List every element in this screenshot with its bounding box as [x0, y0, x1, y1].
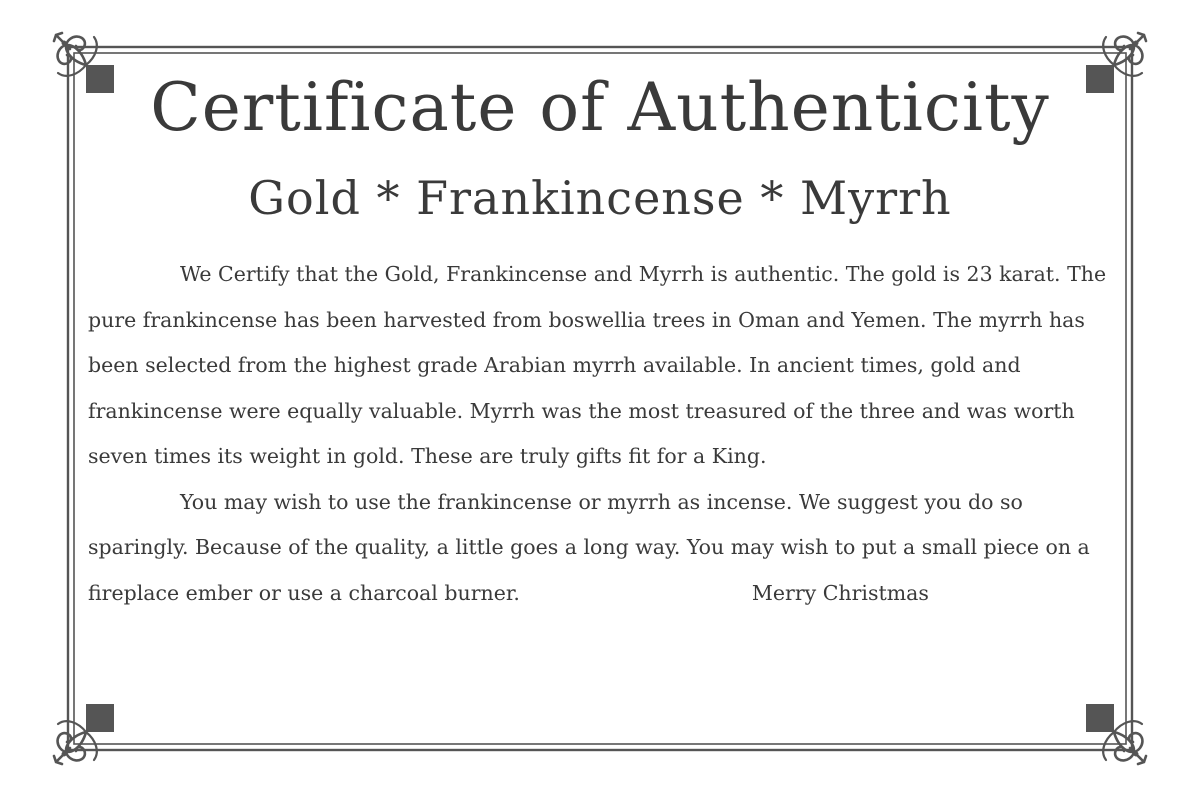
usage-paragraph — [88, 480, 1118, 617]
usage-text: You may wish to use the frankincense or myrrh as incense. We suggest you do so sparingly. Because of the quality, a little goes a long way. You may wish to put a small piece on a fireplace ember or use a charcoal burner. — [88, 489, 1090, 605]
certificate-subtitle: Gold * Frankincense * Myrrh — [248, 171, 952, 225]
closing-greeting: Merry Christmas — [751, 580, 929, 605]
certificate-title: Certificate of Authenticity — [150, 69, 1050, 146]
authenticity-paragraph: We Certify that the Gold, Frankincense and Myrrh is authentic. The gold is 23 karat. The pure frankincense has been harvested from boswellia trees in Oman and Yemen. The myrrh has been selected from the highest grade Arabian myrrh available. In ancient times, gold and frankincense were equally valuable. Myrrh was the most treasured of the three and was worth seven times its weight in gold. These are truly gifts fit for a King. — [88, 262, 1107, 468]
certificate-body — [88, 252, 1118, 616]
bottom-right-fleur-icon — [1086, 704, 1146, 764]
bottom-left-fleur-icon — [54, 704, 114, 764]
